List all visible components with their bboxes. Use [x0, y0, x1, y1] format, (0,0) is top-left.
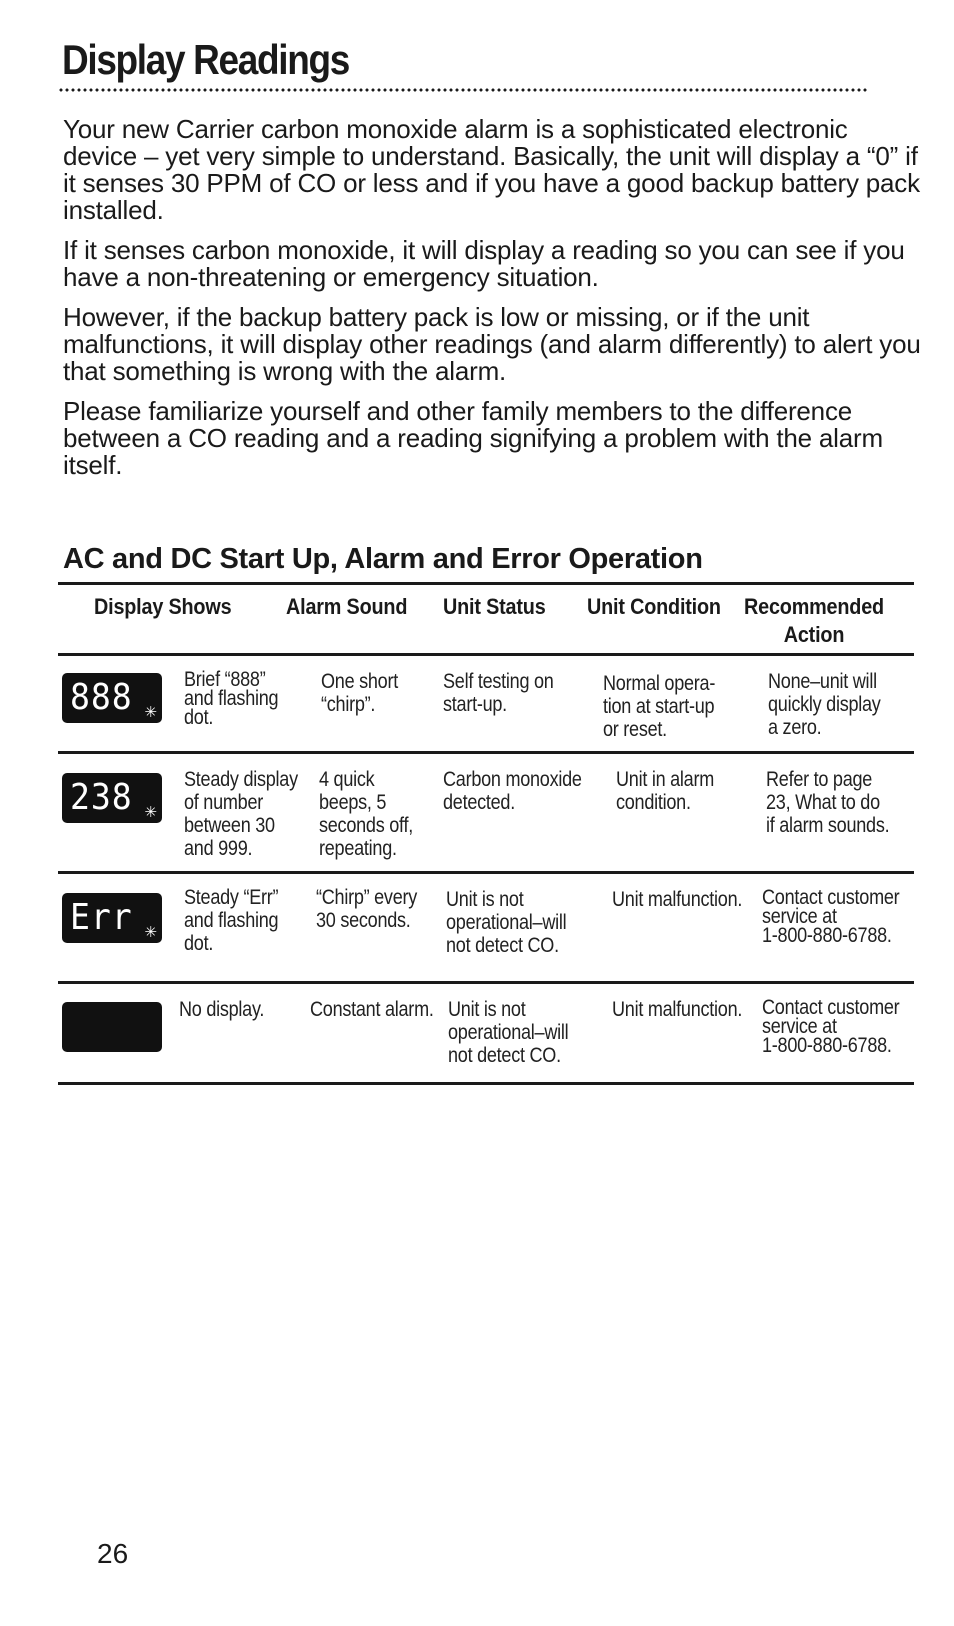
lcd-digits: 238 [70, 777, 133, 818]
row-rule [58, 981, 914, 984]
unit-status: Unit is not operational–will not detect CO. [446, 888, 567, 957]
unit-status: Self testing on start-up. [443, 670, 554, 716]
lcd-digits: Err [70, 897, 133, 938]
header-recommended-action: Recommended Action [744, 594, 884, 647]
page-title: Display Readings [62, 36, 349, 83]
display-description: Steady display of number between 30 and 999. [184, 768, 298, 860]
table-title: AC and DC Start Up, Alarm and Error Operation [63, 543, 703, 575]
alarm-sound: One short “chirp”. [321, 670, 398, 716]
lcd-display-blank [62, 1002, 162, 1052]
display-description: Steady “Err” and flashing dot. [184, 886, 279, 955]
unit-status: Unit is not operational–will not detect CO. [448, 998, 569, 1067]
alarm-sound: 4 quick beeps, 5 seconds off, repeating. [319, 768, 413, 860]
header-alarm-sound: Alarm Sound [286, 594, 408, 619]
page-number: 26 [97, 1538, 129, 1569]
row-rule [58, 751, 914, 754]
display-description: Brief “888” and flashing dot. [184, 668, 279, 729]
intro-paragraph: However, if the backup battery pack is low or missing, or if the unit malfunctions, it will display other readings (and alarm differently) to alert you that something is wrong with the alarm. [63, 302, 921, 386]
display-description: No display. [179, 998, 265, 1021]
flashing-dot-icon: ✳ [144, 703, 157, 721]
table-top-rule [58, 582, 914, 585]
unit-condition: Unit malfunction. [612, 998, 743, 1021]
intro-paragraph: Your new Carrier carbon monoxide alarm is a sophisticated electronic device – yet very simple to understand. Basically, the unit will display a “0” if it senses 30 PPM of CO or less and if you have a good backup battery pack installed. [63, 114, 920, 225]
table-bottom-rule [58, 1082, 914, 1085]
recommended-action: Refer to page 23, What to do if alarm sounds. [766, 768, 890, 837]
lcd-display [62, 773, 162, 823]
header-rule [58, 653, 914, 656]
header-display-shows: Display Shows [94, 594, 232, 619]
flashing-dot-icon: ✳ [144, 803, 157, 821]
lcd-digits: 888 [70, 677, 133, 718]
alarm-sound: “Chirp” every 30 seconds. [316, 886, 418, 932]
header-unit-condition: Unit Condition [587, 594, 721, 619]
recommended-action: None–unit will quickly display a zero. [768, 670, 881, 739]
lcd-display [62, 673, 162, 723]
lcd-display [62, 893, 162, 943]
row-rule [58, 871, 914, 874]
recommended-action: Contact customer service at 1-800-880-6788. [762, 886, 900, 947]
unit-condition: Unit in alarm condition. [616, 768, 715, 814]
unit-condition: Unit malfunction. [612, 888, 743, 911]
unit-status: Carbon monoxide detected. [443, 768, 582, 814]
recommended-action: Contact customer service at 1-800-880-6788. [762, 996, 900, 1057]
header-unit-status: Unit Status [443, 594, 546, 619]
alarm-sound: Constant alarm. [310, 998, 434, 1021]
intro-paragraph: If it senses carbon monoxide, it will display a reading so you can see if you have a non-threatening or emergency situation. [63, 235, 905, 292]
intro-paragraph: Please familiarize yourself and other family members to the difference between a CO reading and a reading signifying a problem with the alarm itself. [63, 396, 883, 480]
unit-condition: Normal opera- tion at start-up or reset. [603, 672, 716, 741]
dotted-divider [58, 88, 868, 92]
flashing-dot-icon: ✳ [144, 923, 157, 941]
intro-text [63, 116, 923, 492]
